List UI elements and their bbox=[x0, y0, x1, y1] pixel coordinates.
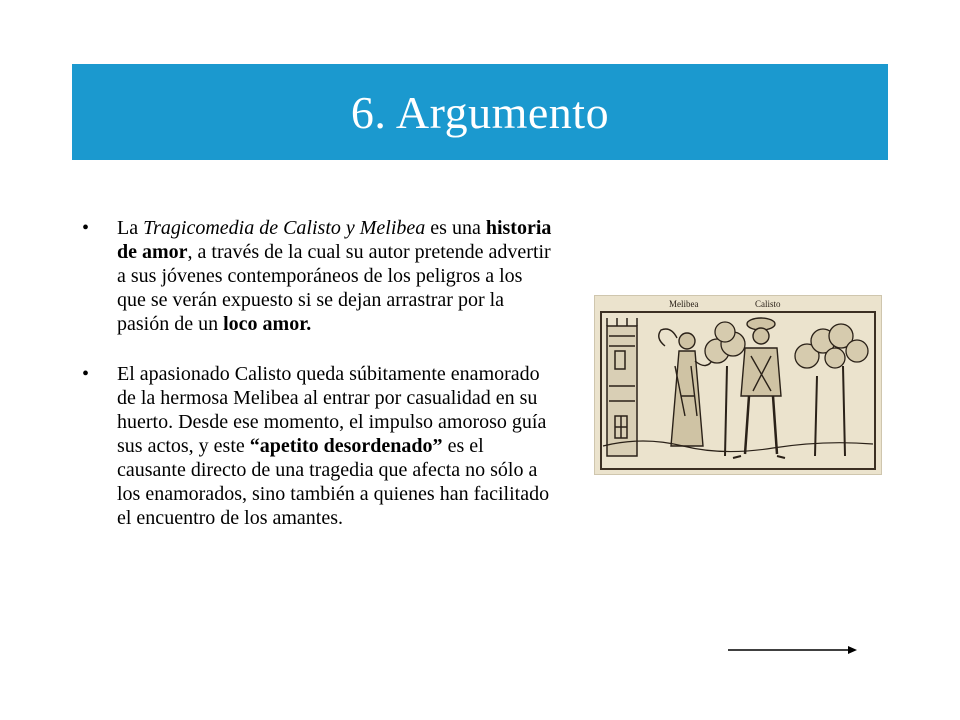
bullet-marker: • bbox=[82, 217, 90, 239]
woodcut-illustration bbox=[594, 295, 882, 475]
text-segment: es una bbox=[425, 217, 486, 239]
text-segment-bold: loco amor. bbox=[223, 313, 312, 335]
bullet-text bbox=[117, 217, 551, 335]
woodcut-drawing bbox=[595, 296, 881, 474]
text-segment: La bbox=[117, 217, 144, 239]
slide-content bbox=[82, 216, 552, 556]
text-segment: es el causante directo de una tragedia que afecta no sólo a los enamorados, sino también a quienes han facilitado el encuentro de los amantes. bbox=[117, 435, 550, 529]
tower bbox=[607, 318, 637, 456]
slide-title: 6. Argumento bbox=[350, 86, 610, 138]
text-segment-italic: Tragicomedia de Calisto y Melibea bbox=[143, 217, 426, 239]
text-segment: , a través de la cual su autor pretende advertir a sus jóvenes contemporáneos de los peligros a los que se verán expuesto si se dejan arrastrar por la pasión de un bbox=[117, 241, 551, 335]
text-segment-bold: “apetito desordenado” bbox=[249, 435, 443, 457]
bullet-2 bbox=[82, 362, 552, 530]
bullet-marker: • bbox=[82, 363, 90, 385]
text-segment-bold: historia de amor bbox=[117, 217, 552, 263]
bullet-1 bbox=[82, 216, 552, 336]
text-segment: El apasionado Calisto queda súbitamente enamorado de la hermosa Melibea al entrar por casualidad en su huerto. Desde ese momento, el impulso amoroso guía sus actos, y este bbox=[117, 363, 547, 457]
caption-calisto: Calisto bbox=[755, 299, 781, 309]
arrow-right-icon bbox=[728, 644, 858, 656]
bullet-text bbox=[117, 363, 549, 529]
caption-melibea: Melibea bbox=[669, 299, 699, 309]
next-arrow[interactable] bbox=[728, 643, 858, 655]
title-bar bbox=[72, 64, 888, 160]
